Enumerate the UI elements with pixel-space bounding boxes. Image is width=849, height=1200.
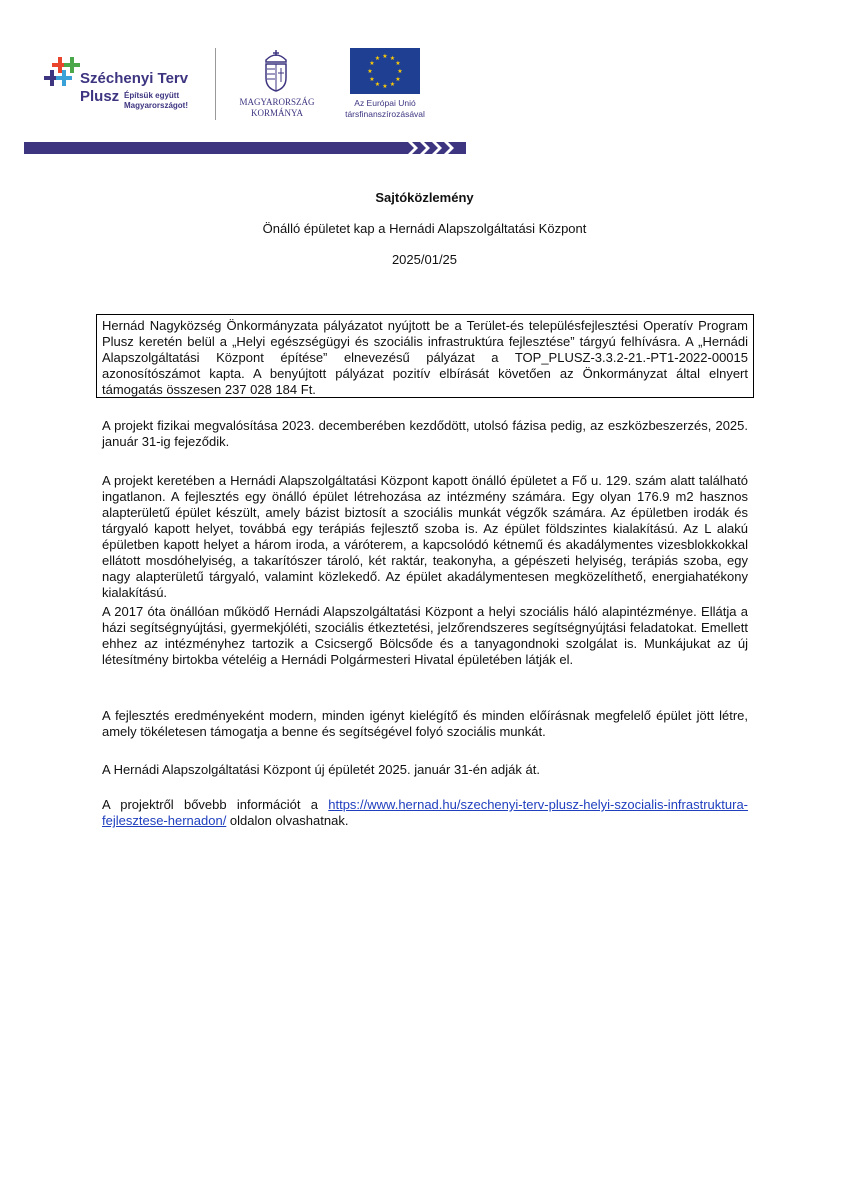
svg-text:★: ★ (389, 81, 396, 88)
eu-flag-icon (350, 48, 420, 94)
eu-line-1: Az Európai Unió (354, 98, 416, 108)
summary-box (96, 314, 754, 398)
program-name: Széchenyi Terv (80, 70, 189, 87)
svg-text:★: ★ (369, 76, 375, 83)
eu-line-2: társfinanszírozásával (345, 109, 425, 119)
svg-text:★: ★ (389, 55, 396, 62)
svg-text:★: ★ (397, 68, 403, 75)
paragraph-more-info (102, 797, 748, 829)
svg-text:★: ★ (374, 55, 381, 62)
svg-text:★: ★ (374, 81, 381, 88)
program-plusz: Plusz (80, 88, 120, 105)
header-bar (24, 142, 466, 154)
hungarian-coat-of-arms-icon (262, 50, 290, 92)
document-kind: Sajtóközlemény (375, 190, 474, 205)
more-info-suffix: oldalon olvashatnak. (226, 813, 349, 828)
government-line-1: MAGYARORSZÁG (239, 97, 315, 107)
svg-text:★: ★ (395, 76, 401, 83)
project-link[interactable]: https://www.hernad.hu/szechenyi-terv-plusz-helyi-szocialis-infrastruktura-fejlesztese-hernadon/ (102, 797, 748, 828)
slogan-line-1: Építsük együtt (124, 91, 180, 100)
header-divider (215, 48, 216, 120)
document-headline: Önálló épületet kap a Hernádi Alapszolgáltatási Központ (262, 221, 587, 236)
government-line-2: KORMÁNYA (250, 108, 303, 118)
svg-text:★: ★ (382, 53, 388, 60)
summary-text: Hernád Nagyközség Önkormányzata pályázatot nyújtott be a Terület-és településfejlesztési Operatív Program Plusz keretén belül a „Helyi egészségügyi és szociális infrastruktúra fejlesztése” tárgyú felhívásra. A „Hernádi Alapszolgáltatási Központ építése” elnevezésű pályázat a TOP_PLUSZ-3.3.2-21.-PT1-2022-00015 azonosítószámot kapta. A benyújtott pályázat pozitív elbírását követően az Önkormányzat által elnyert támogatás összesen 237 028 184 Ft. (102, 318, 748, 397)
document-date: 2025/01/25 (391, 252, 458, 267)
more-info-prefix: A projektről bővebb információt a (102, 797, 329, 812)
svg-text:★: ★ (367, 68, 373, 75)
paragraph-timeline: A projekt fizikai megvalósítása 2023. decemberében kezdődött, utolsó fázisa pedig, az eszközbeszerzés, 2025. január 31-ig fejeződik. (102, 418, 748, 449)
paragraph-result: A fejlesztés eredményeként modern, minden igényt kielégítő és minden előírásnak megfelelő épület jött létre, amely tökéletesen támogatja a benne és segítségével folyó szociális munkát. (102, 708, 748, 739)
svg-text:★: ★ (369, 60, 375, 67)
paragraph-handover: A Hernádi Alapszolgáltatási Központ új épületét 2025. január 31-én adják át. (102, 762, 540, 777)
header-chevrons (404, 142, 464, 154)
paragraph-institution: A 2017 óta önállóan működő Hernádi Alapszolgáltatási Központ a helyi szociális háló alapintézménye. Ellátja a házi segítségnyújtási, gyermekjóléti, szociális étkeztetési, jelzőrendszeres segítségnyújtási feladatokat. Emellett ehhez az intézményhez tartozik a Csicsergő Bölcsőde és a tanyagondnoki szolgálat is. Munkájukat az új létesítmény birtokba vételéig a Hernádi Polgármesteri Hivatal épületében látják el. (102, 604, 748, 667)
paragraph-building: A projekt keretében a Hernádi Alapszolgáltatási Központ kapott önálló épületet a Fő u. 129. szám alatt található ingatlanon. A fejlesztés egy önálló épület létrehozása az intézmény számára. Egy olyan 176.9 m2 hasznos alapterületű épület készült, amely bázist biztosít a szociális munkát végzők számára. Az épületben irodák és tárgyaló kapott helyet, továbbá egy terápiás fejlesztő szoba is. Az épület földszintes kialakítású. Az L alakú épületben kapott helyet a három iroda, a váróterem, a kapcsolódó kétnemű és akadálymentes vizesblokkokkal ellátott mosdóhelyiség, a takarítószer tároló, két raktár, teakonyha, a gépészeti helyiség, terápiás szoba, egy nagy alapterületű tárgyaló, valamint közlekedő. Az épület akadálymentesen megközelíthető, energiahatékony kialakítású. (102, 473, 748, 600)
svg-text:★: ★ (395, 60, 401, 67)
slogan-line-2: Magyarországot! (124, 101, 189, 110)
svg-text:★: ★ (382, 83, 388, 90)
